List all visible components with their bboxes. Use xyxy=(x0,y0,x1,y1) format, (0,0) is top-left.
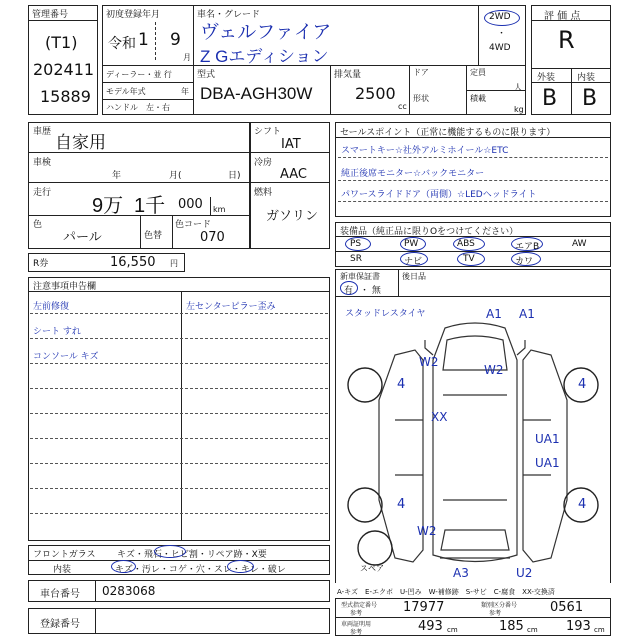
cert-cm-1: cm xyxy=(447,626,458,634)
equip-tv: TV xyxy=(463,254,475,264)
front-glass-label: フロントガラス xyxy=(33,550,96,560)
mark-w2-top: W2 xyxy=(484,363,504,377)
shaken-y: 年 xyxy=(112,171,122,181)
notes-title: 注意事項申告欄 xyxy=(33,282,97,292)
note-right-1: 左センターピラー歪み xyxy=(186,302,276,312)
dealer-label: ディーラー・並 行 xyxy=(106,70,172,79)
ruibetsu-value: 0561 xyxy=(550,600,584,615)
kizu-circle xyxy=(111,560,136,573)
month-unit: 月 xyxy=(183,53,191,62)
history: 自家用 xyxy=(55,133,106,152)
equipment-title: 装備品（純正品に限りOをつけてください） xyxy=(340,227,519,237)
mark-w2-left: W2 xyxy=(419,355,439,369)
damage-legend: A-キズ E-エクボ U-凹み W-補修跡 S-サビ C-腐食 XX-交換済 xyxy=(337,588,555,596)
warranty-ari: 有 xyxy=(344,286,354,296)
shaken-d: 日) xyxy=(228,171,241,181)
fuel-value: ガソリン xyxy=(266,209,319,224)
chassis-label: 車台番号 xyxy=(40,589,80,600)
recycle-box xyxy=(28,253,185,272)
recycle-label: R券 xyxy=(33,259,49,269)
warranty-nashi: ・ 無 xyxy=(360,286,381,296)
era-year: 1 xyxy=(138,30,149,50)
tobiishi-circle xyxy=(154,545,186,558)
mark-a1-left: A1 xyxy=(486,307,502,321)
katashiki-label: 型式 xyxy=(197,70,216,80)
teiin-label: 定員 xyxy=(470,68,486,77)
kanri-value-1: (T1) xyxy=(45,33,78,52)
grade: Z Gエディション xyxy=(200,47,329,66)
color-value: パール xyxy=(63,230,102,245)
note-left-3: コンソール キズ xyxy=(33,352,99,362)
fuel-label: 燃料 xyxy=(254,188,273,198)
naisou-label: 内装 xyxy=(577,73,596,83)
mileage-rest: 000 xyxy=(178,197,203,212)
sankou-1: 参考 xyxy=(350,610,363,617)
shomei-label: 車両証明用 xyxy=(341,621,372,628)
sales-line-2: 純正後席モニター☆バックモニター xyxy=(341,169,485,179)
mark-4-front-right: 4 xyxy=(578,377,587,392)
km-unit: km xyxy=(213,205,226,214)
mark-ua1-1: UA1 xyxy=(535,432,560,446)
cert-v1: 493 xyxy=(418,619,443,634)
handle-label: ハンドル 左・右 xyxy=(106,103,170,112)
kanri-label: 管理番号 xyxy=(32,10,69,20)
equip-abs: ABS xyxy=(457,239,475,249)
sankou-3: 参考 xyxy=(350,629,363,636)
aircon-value: AAC xyxy=(280,167,307,182)
drive-2wd: 2WD xyxy=(489,12,511,22)
sales-line-1: スマートキー☆社外アルミホイール☆ETC xyxy=(341,146,509,156)
recycle-value: 16,550 xyxy=(110,255,156,270)
spare-label: スペア xyxy=(360,564,384,573)
note-left-2: シート すれ xyxy=(33,327,81,337)
sales-line-3: パワースライドドア（両側）☆LEDヘッドライト xyxy=(341,190,537,200)
mileage-sen: 1千 xyxy=(134,195,166,217)
irogae-label: 色替 xyxy=(144,231,163,241)
notes-box xyxy=(28,277,330,541)
mark-a1-right: A1 xyxy=(519,307,535,321)
cert-cm-3: cm xyxy=(594,626,605,634)
mark-a3: A3 xyxy=(453,566,469,580)
sankou-2: 参考 xyxy=(489,610,502,617)
reg-label: 登録番号 xyxy=(40,619,80,630)
car-diagram xyxy=(335,300,611,570)
note-left-1: 左前修復 xyxy=(33,302,70,312)
haiki-label: 排気量 xyxy=(334,70,362,80)
warranty-label: 新車保証書 xyxy=(340,272,380,281)
sales-title: セールスポイント（正常に機能するものに限ります） xyxy=(340,128,556,138)
model-code: DBA-AGH30W xyxy=(200,84,313,103)
color-code: 070 xyxy=(200,230,225,245)
mark-xx: XX xyxy=(431,410,448,424)
cc-unit: cc xyxy=(398,102,407,111)
era: 令和 xyxy=(108,36,136,52)
equip-ps: PS xyxy=(350,239,362,249)
kanri-value-3: 15889 xyxy=(40,87,91,106)
shaken-label: 車検 xyxy=(33,158,52,168)
shift-value: IAT xyxy=(281,137,301,152)
equip-aw: AW xyxy=(572,239,587,249)
sekisai-label: 積載 xyxy=(470,94,486,103)
mark-w2-rear: W2 xyxy=(417,524,437,538)
cert-v3: 193 xyxy=(566,619,591,634)
shodo-label: 初度登録年月 xyxy=(106,10,161,20)
chassis-value: 0283068 xyxy=(102,584,156,598)
model-year-label: モデル年式 xyxy=(106,87,146,96)
nen-label: 年 xyxy=(181,87,189,96)
door-label: ドア xyxy=(413,68,429,77)
mileage-man: 9万 xyxy=(92,195,124,217)
yen-unit: 円 xyxy=(170,259,178,268)
gaisou-label: 外装 xyxy=(537,73,556,83)
score-value: R xyxy=(558,26,575,54)
cert-v2: 185 xyxy=(499,619,524,634)
mark-ua1-2: UA1 xyxy=(535,456,560,470)
nin-unit: 人 xyxy=(514,83,522,92)
cert-cm-2: cm xyxy=(527,626,538,634)
shift-label: シフト xyxy=(254,127,282,137)
shareki-label: 車歴 xyxy=(33,127,52,137)
mark-u2: U2 xyxy=(516,566,533,580)
car-name: ヴェルファイア xyxy=(200,22,332,43)
equip-navi: ナビ xyxy=(404,257,423,267)
keijo-label: 形状 xyxy=(413,94,429,103)
displacement: 2500 xyxy=(355,84,396,103)
equip-sr: SR xyxy=(350,254,362,264)
mark-4-rear-left: 4 xyxy=(397,497,406,512)
katashiki-shitei-value: 17977 xyxy=(403,600,445,615)
sou-label: 走行 xyxy=(33,188,52,198)
color-code-label: 色コード xyxy=(175,220,212,230)
interior-label: 内装 xyxy=(53,565,72,575)
shaken-m: 月( xyxy=(169,171,182,181)
sure-circle xyxy=(227,560,254,573)
aircon-label: 冷房 xyxy=(254,158,273,168)
drive-dot: ・ xyxy=(497,29,507,39)
katashiki-shitei-label: 型式指定番号 xyxy=(341,602,378,609)
gobi-label: 後日品 xyxy=(402,272,426,281)
naisou-score: B xyxy=(582,86,598,111)
equip-pw: PW xyxy=(404,239,419,249)
gaisou-score: B xyxy=(542,86,558,111)
mark-4-front-left: 4 xyxy=(397,377,406,392)
color-label: 色 xyxy=(33,220,43,230)
front-glass-items: キズ・飛石・ヒビ割・リペア跡・X要 xyxy=(117,550,267,560)
kanri-value-2: 202411 xyxy=(33,60,95,79)
ruibetsu-label: 類別区分番号 xyxy=(481,602,518,609)
equip-kawa: カワ xyxy=(515,257,534,267)
drive-4wd: 4WD xyxy=(489,43,511,53)
month: 9 xyxy=(170,30,181,50)
mark-4-rear-right: 4 xyxy=(578,497,587,512)
interior-items: キズ・汚レ・コゲ・穴・スレ・キレ・破レ xyxy=(115,565,286,575)
kg-unit: kg xyxy=(514,105,524,114)
tire-label: スタッドレスタイヤ xyxy=(345,309,426,319)
hyoka-label: 評 価 点 xyxy=(544,11,581,22)
equip-airb: エアB xyxy=(515,242,540,252)
shamei-label: 車名・グレード xyxy=(197,10,261,20)
